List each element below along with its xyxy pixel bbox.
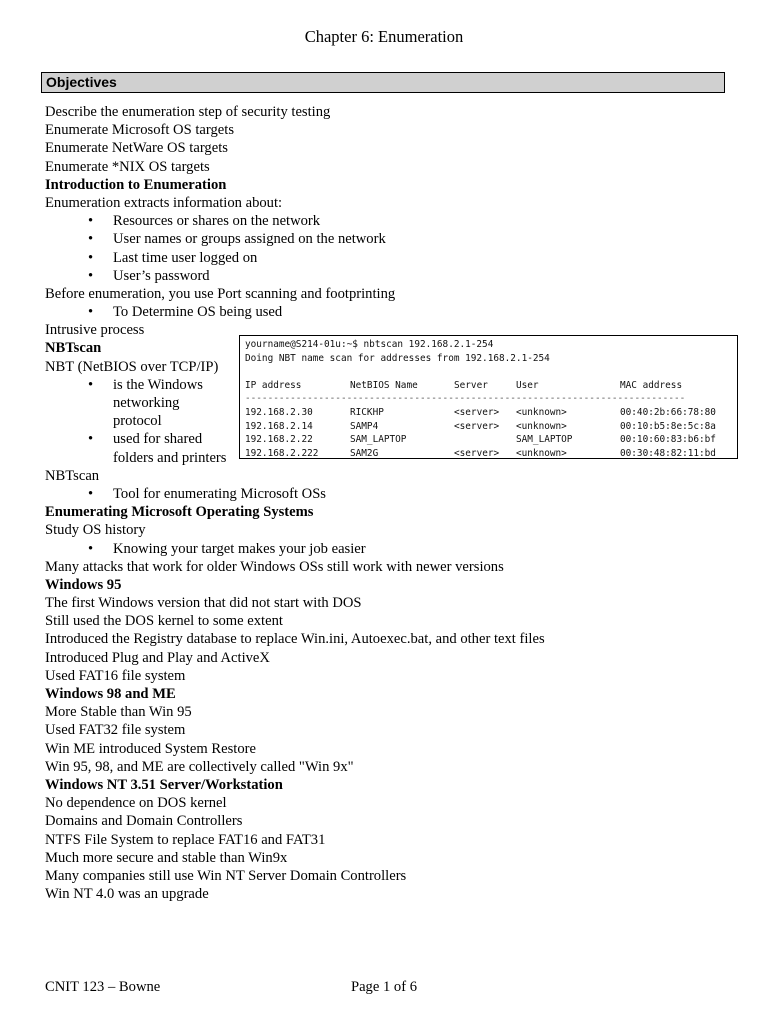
terminal-header-row (245, 379, 730, 393)
text-line: Many attacks that work for older Windows OSs still work with newer versions (45, 558, 504, 575)
terminal-cell: 192.168.2.222 (245, 447, 319, 459)
text-line: Many companies still use Win NT Server Domain Controllers (45, 867, 407, 884)
text-line: Win NT 4.0 was an upgrade (45, 886, 209, 903)
text-line: Intrusive process (45, 322, 145, 339)
terminal-status-line: Doing NBT name scan for addresses from 192.168.2.1-254 (245, 352, 550, 364)
terminal-header-cell: MAC address (620, 379, 683, 391)
terminal-cell: 00:30:48:82:11:bd (620, 447, 716, 459)
terminal-header-cell: NetBIOS Name (350, 379, 418, 391)
terminal-cell: <server> (454, 420, 500, 432)
terminal-cell: <unknown> (516, 447, 567, 459)
terminal-cell: SAM_LAPTOP (350, 434, 407, 446)
terminal-cell: <server> (454, 447, 500, 459)
text-line: No dependence on DOS kernel (45, 795, 227, 812)
bullet-item-continuation: networking (113, 395, 180, 411)
bullet-item: • used for shared (45, 430, 745, 448)
body-text (45, 103, 745, 903)
text-line: NBT (NetBIOS over TCP/IP) (45, 358, 219, 375)
objectives-heading: Objectives (41, 72, 725, 93)
bullet-item-continuation: folders and printers (113, 449, 227, 466)
terminal-result-row (245, 447, 730, 461)
terminal-cell: 192.168.2.14 (245, 420, 313, 432)
text-line: Enumerate NetWare OS targets (45, 140, 228, 157)
text-line: Enumerate Microsoft OS targets (45, 122, 234, 139)
section-heading: Windows 98 and ME (45, 686, 176, 702)
bullet-item: • Resources or shares on the network (45, 212, 745, 230)
text-line: The first Windows version that did not start with DOS (45, 595, 362, 612)
terminal-cell: 192.168.2.22 (245, 434, 313, 446)
text-line: Used FAT32 file system (45, 722, 186, 739)
terminal-cell: RICKHP (350, 406, 384, 418)
text-line: Domains and Domain Controllers (45, 813, 243, 830)
terminal-cell (454, 433, 516, 447)
section-heading: NBTscan (45, 340, 102, 357)
terminal-cell: 00:10:60:83:b6:bf (620, 434, 716, 446)
section-heading: Windows NT 3.51 Server/Workstation (45, 776, 283, 793)
text-line: Enumeration extracts information about: (45, 194, 283, 211)
page-title: Chapter 6: Enumeration (304, 27, 464, 46)
text-line: Used FAT16 file system (45, 667, 186, 684)
terminal-prompt-line: yourname@S214-01u:~$ nbtscan 192.168.2.1-254 (245, 339, 494, 350)
bullet-item: • Tool for enumerating Microsoft OSs (45, 485, 745, 503)
text-line: Much more secure and stable than Win9x (45, 849, 288, 866)
terminal-separator: ------------------------------------------------------------------------------ (245, 393, 686, 405)
text-line: Describe the enumeration step of security testing (45, 104, 331, 120)
bullet-item-continuation: protocol (113, 413, 162, 430)
terminal-cell: 192.168.2.30 (245, 406, 313, 418)
text-line: More Stable than Win 95 (45, 704, 192, 721)
terminal-cell: SAM2G (350, 447, 379, 459)
section-heading: Windows 95 (45, 576, 122, 593)
terminal-cell: <unknown> (516, 406, 567, 418)
terminal-cell: SAMP4 (350, 420, 379, 432)
bullet-item: • User names or groups assigned on the network (45, 230, 745, 248)
text-line: Win 95, 98, and ME are collectively called "Win 9x" (45, 758, 354, 775)
terminal-cell: 00:40:2b:66:78:80 (620, 406, 716, 418)
terminal-rows-table (245, 406, 730, 460)
bullet-item: • Last time user logged on (45, 249, 745, 267)
section-heading: Enumerating Microsoft Operating Systems (45, 504, 314, 521)
text-line: Study OS history (45, 522, 146, 539)
bullet-item: • To Determine OS being used (45, 303, 745, 321)
terminal-cell: <unknown> (516, 420, 567, 432)
terminal-result-row (245, 406, 730, 420)
text-line: Introduced the Registry database to replace Win.ini, Autoexec.bat, and other text files (45, 631, 545, 648)
bullet-item: • is the Windows (45, 376, 745, 394)
section-heading: Introduction to Enumeration (45, 176, 227, 193)
terminal-header-cell: IP address (245, 379, 302, 391)
text-line: NTFS File System to replace FAT16 and FAT31 (45, 831, 326, 848)
text-line: Before enumeration, you use Port scanning and footprinting (45, 285, 396, 302)
terminal-cell: 00:10:b5:8e:5c:8a (620, 420, 716, 432)
text-line: NBTscan (45, 467, 100, 484)
footer-course: CNIT 123 – Bowne (45, 979, 161, 995)
nbtscan-terminal-output (239, 335, 738, 459)
terminal-header-cell: Server (454, 379, 488, 391)
terminal-cell: <server> (454, 406, 500, 418)
footer-page-number: Page 1 of 6 (350, 979, 418, 995)
terminal-results-table (245, 379, 730, 393)
terminal-result-row (245, 420, 730, 434)
text-line: Introduced Plug and Play and ActiveX (45, 649, 270, 666)
terminal-header-cell: User (516, 379, 539, 391)
bullet-item: • User’s password (45, 267, 745, 285)
text-line: Win ME introduced System Restore (45, 740, 256, 757)
bullet-item: • Knowing your target makes your job easier (45, 540, 745, 558)
text-line: Still used the DOS kernel to some extent (45, 613, 283, 630)
terminal-cell: SAM_LAPTOP (516, 434, 573, 446)
text-line: Enumerate *NIX OS targets (45, 158, 210, 175)
terminal-result-row (245, 433, 730, 447)
